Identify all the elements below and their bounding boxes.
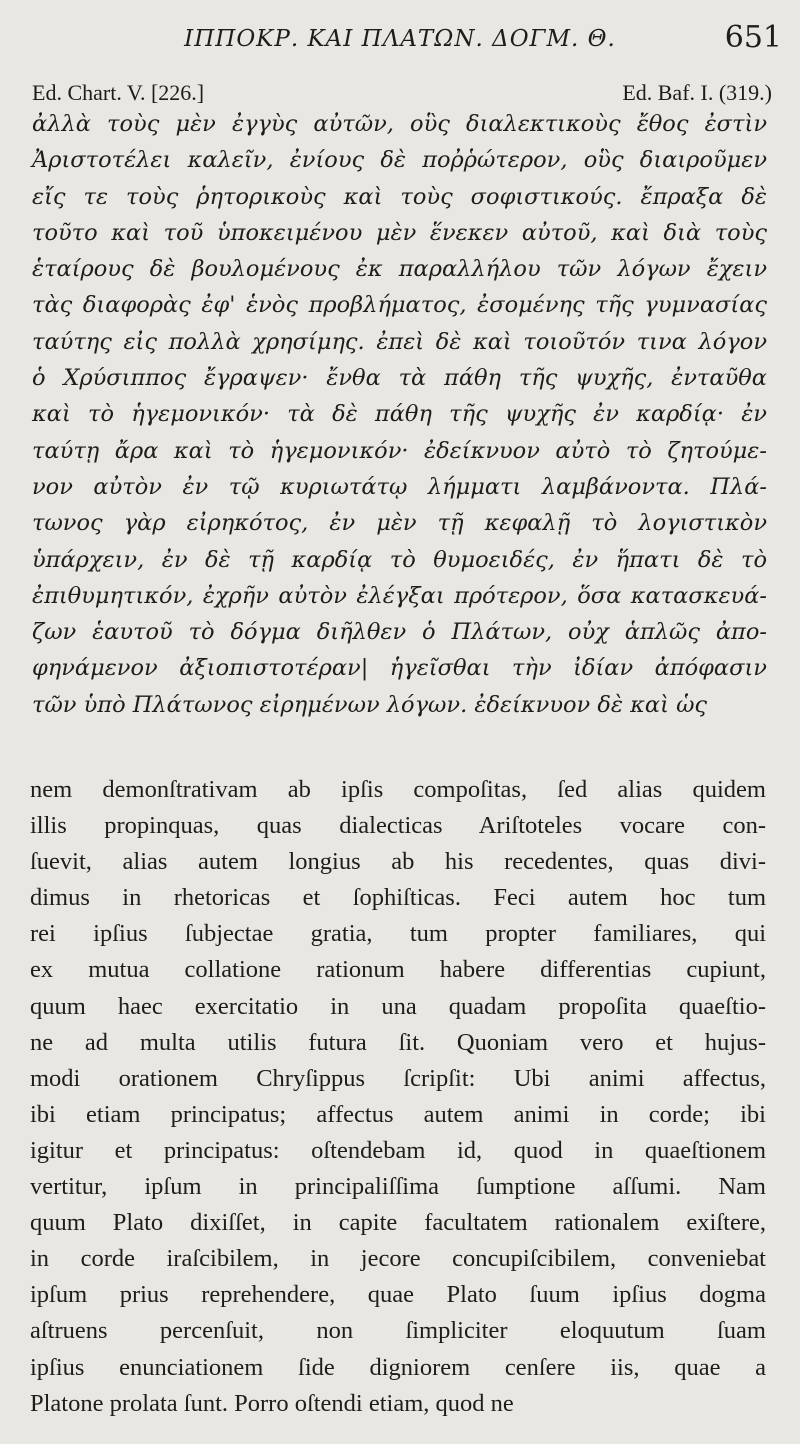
latin-text-line: nem demonſtrativam ab ipſis compoſitas, ſed alias quidem xyxy=(30,776,766,803)
latin-text-line: in corde iraſcibilem, in jecore concupiſcibilem, conveniebat xyxy=(30,1245,766,1273)
latin-text-line: rei ipſius ſubjectae gratia, tum propter familiares, qui xyxy=(30,920,766,948)
greek-text-line: τὰς διαφορὰς ἐφ' ἑνὸς προβλήματος, ἐσομένης τῆς γυμνασίας xyxy=(32,292,767,319)
latin-text-line: vertitur, ipſum in principaliſſima ſumptione aſſumi. Nam xyxy=(30,1173,766,1201)
edition-reference-right: Ed. Baf. I. (319.) xyxy=(622,80,772,105)
latin-text-line: igitur et principatus: oſtendebam id, quod in quaeſtionem xyxy=(30,1136,766,1164)
greek-text-line: ταύτης εἰς πολλὰ χρησίμης. ἐπεὶ δὲ καὶ τοιοῦτόν τινα λόγον xyxy=(32,328,767,355)
latin-text-line: quum haec exercitatio in una quadam propoſita quaeſtio- xyxy=(30,992,766,1020)
greek-text-line: ζων ἑαυτοῦ τὸ δόγμα διῆλθεν ὁ Πλάτων, οὐχ ἁπλῶς ἀπο- xyxy=(32,619,767,646)
greek-text-line: εἴς τε τοὺς ῥητορικοὺς καὶ τοὺς σοφιστικούς. ἔπραξα δὲ xyxy=(32,183,767,210)
greek-text-line: ἑταίρους δὲ βουλομένους ἐκ παραλλήλου τῶν λόγων ἔχειν xyxy=(32,256,767,283)
latin-text-block xyxy=(30,772,766,1422)
greek-text-line: τωνος γὰρ εἰρηκότος, ἐν μὲν τῇ κεφαλῇ τὸ λογιστικὸν xyxy=(32,510,767,537)
greek-text-line: νον αὐτὸν ἐν τῷ κυριωτάτῳ λήμματι λαμβάνοντα. Πλά- xyxy=(32,473,767,500)
page-number: 651 xyxy=(724,20,782,55)
greek-text-line: ταύτῃ ἄρα καὶ τὸ ἡγεμονικόν· ἐδείκνυον αὐτὸ τὸ ζητούμε- xyxy=(32,437,767,464)
edition-reference-left: Ed. Chart. V. [226.] xyxy=(32,80,205,105)
latin-text-line: Platone prolata ſunt. Porro oſtendi etiam, quod ne xyxy=(30,1389,514,1417)
latin-text-line: ne ad multa utilis futura ſit. Quoniam vero et hujus- xyxy=(30,1028,766,1056)
latin-text-line: ſuevit, alias autem longius ab his recedentes, quas divi- xyxy=(30,848,766,876)
latin-text-line: dimus in rhetoricas et ſophiſticas. Feci autem hoc tum xyxy=(30,884,766,912)
latin-text-line: ipſum prius reprehendere, quae Plato ſuum ipſius dogma xyxy=(30,1281,766,1309)
greek-text-line: φηνάμενον ἀξιοπιστοτέραν| ἡγεῖσθαι τὴν ἰδίαν ἀπόφασιν xyxy=(32,655,767,682)
latin-text-line: modi orationem Chryſippus ſcripſit: Ubi animi affectus, xyxy=(30,1064,766,1092)
latin-text-line: aſtruens percenſuit, non ſimpliciter eloquutum ſuam xyxy=(30,1317,766,1345)
latin-text-line: illis propinquas, quas dialecticas Ariſtoteles vocare con- xyxy=(30,812,766,840)
greek-text-line: ἐπιθυμητικόν, ἐχρῆν αὐτὸν ἐλέγξαι πρότερον, ὅσα κατασκευά- xyxy=(32,582,767,609)
greek-text-line: τῶν ὑπὸ Πλάτωνος εἰρημένων λόγων. ἐδείκνυον δὲ καὶ ὡς xyxy=(32,691,708,718)
greek-text-line: ὑπάρχειν, ἐν δὲ τῇ καρδίᾳ τὸ θυμοειδές, ἐν ἥπατι δὲ τὸ xyxy=(32,546,767,573)
latin-text-line: ibi etiam principatus; affectus autem animi in corde; ibi xyxy=(30,1100,766,1128)
greek-text-line: Ἀριστοτέλει καλεῖν, ἐνίους δὲ ποῤῥώτερον, οὓς διαιροῦμεν xyxy=(32,147,767,174)
greek-text-line: τοῦτο καὶ τοῦ ὑποκειμένου μὲν ἕνεκεν αὐτοῦ, καὶ διὰ τοὺς xyxy=(32,219,767,246)
latin-text-line: quum Plato dixiſſet, in capite facultatem rationalem exiſtere, xyxy=(30,1209,766,1237)
greek-text-line: καὶ τὸ ἡγεμονικόν· τὰ δὲ πάθη τῆς ψυχῆς ἐν καρδίᾳ· ἐν xyxy=(32,401,767,428)
greek-text-line: ἀλλὰ τοὺς μὲν ἐγγὺς αὐτῶν, οὓς διαλεκτικοὺς ἔθος ἐστὶν xyxy=(32,111,767,137)
latin-text-line: ex mutua collatione rationum habere differentias cupiunt, xyxy=(30,956,766,984)
running-title: ΙΠΠΟΚΡ. ΚΑΙ ΠΛΑΤΩΝ. ΔΟΓΜ. Θ. xyxy=(184,26,616,52)
greek-text-block xyxy=(32,106,767,723)
latin-text-line: ipſius enunciationem ſide digniorem cenſere iis, quae a xyxy=(30,1353,766,1381)
greek-text-line: ὁ Χρύσιππος ἔγραψεν· ἔνθα τὰ πάθη τῆς ψυχῆς, ἐνταῦθα xyxy=(32,365,767,392)
